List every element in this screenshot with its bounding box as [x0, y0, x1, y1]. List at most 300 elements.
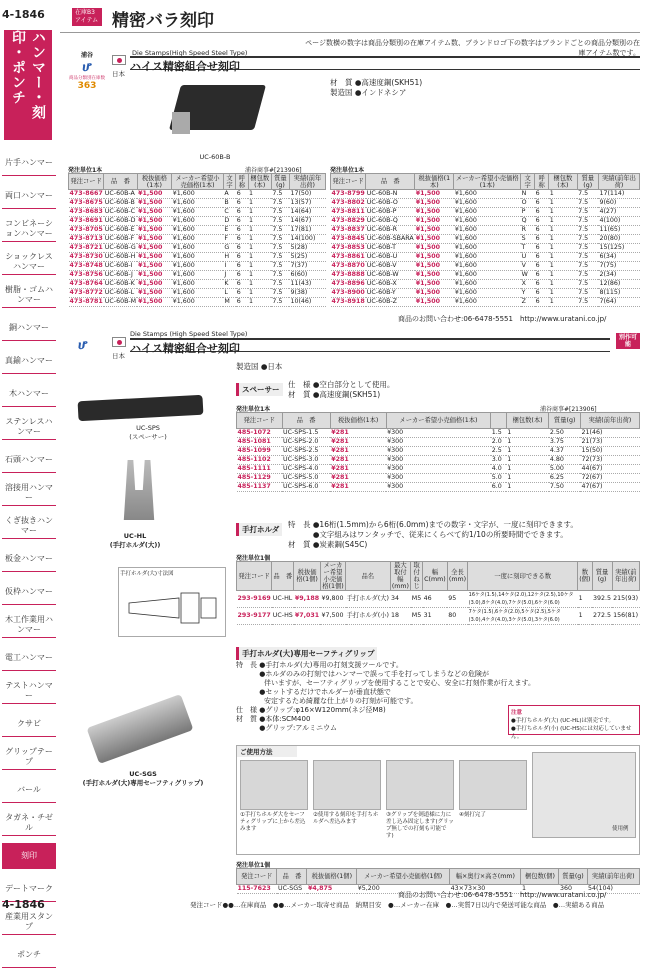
holder-caption: UC-HL (手打ホルダ(大))	[109, 532, 161, 549]
sidebar-tab[interactable]: バール	[2, 777, 56, 803]
table-cell: 1	[506, 483, 549, 492]
table-cell: 7.5	[271, 199, 289, 208]
table-cell: 7.5	[577, 199, 598, 208]
table-cell: 1	[578, 591, 592, 608]
table-header	[491, 413, 506, 429]
table-cell: ¥1,500	[415, 226, 454, 235]
table-header: 幅×奥行×高さ(mm)	[450, 869, 521, 885]
stamp-table-right	[330, 173, 640, 307]
grip-spec-line: 特 長 ●手打ホルダ(大)専用の打刻支援ツールです。	[236, 661, 403, 669]
table-cell: ¥300	[386, 465, 491, 474]
table-header: 文字	[521, 174, 535, 190]
table-cell: 16ケタ(1.5),14ケタ(2.0),12ケタ(2.5),10ケタ(3.0),8ケタ(4.0),7ケタ(5.0),6ケタ(6.0)	[468, 591, 578, 608]
table-cell: 1	[248, 217, 271, 226]
table-cell: 1	[248, 253, 271, 262]
table-cell: UC-60B-G	[104, 244, 136, 251]
table-cell: 6	[236, 271, 248, 280]
table-header: 質量(g)	[592, 562, 612, 591]
usage-title: ご使用方法	[237, 746, 297, 757]
spec-origin: 製造国 ●インドネシア	[330, 88, 407, 97]
stamp-tip-image	[172, 112, 190, 134]
brand-count: 363	[77, 81, 97, 91]
table-cell: 6	[236, 289, 248, 298]
sidebar-tab[interactable]: 木ハンマー	[2, 381, 56, 407]
table-header: 一度に刻印できる数	[468, 562, 578, 591]
table-cell: P	[521, 208, 535, 217]
table-cell: J	[223, 271, 235, 280]
usage-step-1: ①手打ちホルダ大をセーフティグリップに上から差込みます	[240, 812, 306, 832]
contact-footer-2: 商品のお問い合わせ:06-6478-5551 http://www.uratani.co.jp/	[398, 891, 607, 899]
table-cell[interactable]: 485-1137	[237, 483, 283, 492]
table-cell[interactable]: 473-8918	[331, 298, 365, 305]
table-cell: 6	[535, 244, 549, 253]
sidebar-tab[interactable]: 仮枠ハンマー	[2, 579, 56, 605]
spacer-row	[237, 456, 640, 465]
table-cell[interactable]: 473-8896	[331, 280, 365, 287]
table-cell: UC-60B-SBARA	[366, 235, 414, 242]
sidebar-tab[interactable]: コンビネーションハンマー	[2, 216, 56, 242]
header-divider	[60, 32, 640, 33]
spec-material: 材 質 ●高速度鋼(SKH51)	[330, 78, 423, 87]
table-cell: UC-60B-O	[366, 199, 415, 208]
table-cell: UC-60B-W	[366, 271, 415, 280]
table-cell: ¥1,600	[172, 208, 224, 217]
table-cell: 1	[549, 280, 577, 289]
table-header: 発注コード	[237, 562, 272, 591]
stamp-row	[69, 244, 326, 253]
section1-specs	[330, 78, 422, 98]
table-cell[interactable]: 485-1099	[237, 447, 283, 456]
table-cell[interactable]: 473-8853	[331, 244, 365, 251]
table-cell: 6	[535, 226, 549, 235]
holder-spec-1: 特 長 ●16桁(1.5mm)から6桁(6.0mm)までの数字・文字が、一度に刻印できます。	[288, 520, 578, 529]
sidebar-tab[interactable]: ステンレスハンマー	[2, 414, 56, 440]
stamp-row	[69, 199, 326, 208]
table-cell: ¥300	[386, 456, 491, 465]
table-cell: ¥281	[330, 429, 386, 438]
grip-caption: UC-SGS (手打ホルダ(大)専用セーフティグリップ)	[82, 770, 204, 787]
table-header: 実績(前年出荷)	[580, 413, 639, 429]
table-cell: ¥1,600	[172, 217, 224, 226]
spacer-row	[237, 438, 640, 447]
spacer-unit: 発注単位1本	[236, 406, 271, 413]
table-cell: 17(81)	[289, 226, 325, 235]
table-cell[interactable]: 473-8799	[331, 190, 365, 197]
sidebar-tab[interactable]: 真鍮ハンマー	[2, 348, 56, 374]
table-cell: ¥1,600	[454, 262, 521, 271]
usage-example-label: 使用例	[612, 826, 629, 832]
sidebar-tab[interactable]: 産業用スタンプ	[2, 909, 56, 935]
table-cell: 1	[549, 190, 577, 199]
table-cell: 46	[423, 591, 448, 608]
spacer-heading: スペーサー	[236, 383, 283, 396]
table-header: 品名	[346, 562, 390, 591]
die-stamps-label-2: Die Stamps (High Speed Steel Type)	[130, 330, 248, 338]
contact-footer-1: 商品のお問い合わせ:06-6478-5551 http://www.uratani.co.jp/	[398, 315, 607, 323]
country-label: 日本	[112, 70, 125, 78]
table-cell[interactable]: 473-8764	[69, 280, 103, 287]
table-header: 品 番	[366, 174, 415, 190]
table-cell: K	[223, 280, 235, 289]
table-cell: 6	[236, 226, 248, 235]
table-cell: ¥9,800	[320, 591, 345, 608]
table-cell[interactable]: 473-8781	[69, 298, 103, 305]
table-cell[interactable]: 115-7623	[237, 885, 277, 894]
table-cell: 4.37	[549, 447, 581, 456]
caution-title: 注意	[511, 710, 523, 716]
table-cell[interactable]: 293-9169	[237, 591, 272, 608]
table-header: 税抜価格(1本)	[330, 413, 386, 429]
sidebar-tab[interactable]: 銅ハンマー	[2, 315, 56, 341]
table-cell: 6.0	[491, 483, 506, 492]
stock-tag: 在庫B3アイテム	[72, 8, 102, 26]
table-cell: 6	[535, 298, 549, 307]
table-cell: ¥1,600	[454, 280, 521, 289]
table-cell[interactable]: 485-1102	[237, 456, 283, 465]
table-cell: 7.5	[271, 208, 289, 217]
table-cell: 3.0	[491, 456, 506, 465]
table-cell: 7.5	[577, 235, 598, 244]
table-cell: 54(104)	[587, 885, 639, 894]
table-header: 実績(前年出荷)	[289, 174, 325, 190]
table-header: 品 番	[104, 174, 137, 190]
sidebar-tab[interactable]: 刻印	[2, 843, 56, 869]
stamp-row	[69, 271, 326, 280]
table-cell: 15(125)	[598, 244, 639, 253]
spacer-row	[237, 474, 640, 483]
spacer-row	[237, 447, 640, 456]
table-cell: ¥1,600	[172, 298, 224, 307]
sidebar-tab[interactable]: 樹脂・ゴムハンマー	[2, 282, 56, 308]
table-cell: 20(80)	[598, 235, 639, 244]
caution-box	[508, 705, 640, 740]
table-cell[interactable]: 473-8730	[69, 253, 103, 260]
table-cell: ¥1,600	[454, 289, 521, 298]
spacer-row	[237, 429, 640, 438]
sidebar-tab[interactable]: ショックレスハンマー	[2, 249, 56, 275]
sidebar-tab[interactable]: 板金ハンマー	[2, 546, 56, 572]
table-cell: ¥1,500	[415, 262, 454, 271]
stamp-row	[331, 289, 640, 298]
table-cell: UC-60B-K	[104, 280, 137, 289]
table-cell: 7.50	[549, 483, 581, 492]
table-cell: 6	[236, 253, 248, 262]
table-cell: ¥1,600	[172, 271, 224, 280]
unit-label-right: 発注単位1本	[330, 167, 365, 174]
table-cell[interactable]: 473-8675	[69, 199, 103, 206]
unit-label-left: 発注単位1本	[68, 167, 103, 174]
table-cell: ¥1,500	[415, 235, 454, 244]
table-cell: V	[521, 262, 535, 271]
stamp-row	[331, 253, 640, 262]
table-cell: UC-SPS-2.0	[282, 438, 330, 447]
table-cell: U	[521, 253, 535, 262]
stamp-row	[69, 253, 326, 262]
table-cell: 7.5	[271, 190, 289, 199]
table-cell: ¥1,500	[415, 244, 454, 253]
table-cell: 1	[549, 217, 577, 226]
table-cell[interactable]: 473-8721	[69, 244, 103, 251]
table-cell: 1	[248, 190, 271, 199]
table-cell[interactable]: 485-1129	[237, 474, 283, 483]
table-cell: 7.5	[577, 253, 598, 262]
table-cell: ¥1,500	[137, 190, 172, 199]
table-cell: UC-60B-J	[104, 271, 137, 280]
table-cell[interactable]: 473-8713	[69, 235, 103, 242]
table-cell: 18	[390, 608, 411, 625]
sidebar	[0, 0, 60, 959]
caution-note-2: ●手打ちホルダ(小) (UC-HS)には対応していません。	[511, 726, 632, 740]
table-cell: ¥1,500	[137, 280, 172, 289]
table-cell: 1	[549, 253, 577, 262]
table-cell[interactable]: 485-1081	[237, 438, 283, 447]
category-band: ハンマー・刻印・ポンチ	[4, 30, 52, 140]
table-cell: ¥1,500	[137, 199, 172, 208]
table-cell: UC-SPS-1.5	[282, 429, 330, 438]
table-cell: ¥1,500	[415, 217, 454, 226]
sidebar-tab[interactable]: クサビ	[2, 711, 56, 737]
table-header: 呼称	[236, 174, 248, 190]
table-header: 発注コード	[331, 174, 366, 190]
table-cell: ¥1,500	[137, 289, 172, 298]
stamp-row	[331, 208, 640, 217]
table-cell[interactable]: 473-8811	[331, 208, 365, 215]
table-cell: UC-60B-D	[104, 217, 136, 224]
table-cell: UC-60B-I	[104, 262, 137, 271]
table-cell: 6	[535, 262, 549, 271]
table-cell: UC-SPS-2.5	[282, 447, 330, 456]
table-header: 文字	[223, 174, 235, 190]
table-cell: 2.50	[549, 429, 581, 438]
table-header: 実績(前年出荷)	[612, 562, 639, 591]
table-cell[interactable]: 473-8870	[331, 262, 365, 269]
table-cell[interactable]: 473-8772	[69, 289, 103, 296]
table-cell: 6	[236, 208, 248, 217]
holder-spec-3: 材 質 ●炭素鋼(S45C)	[288, 540, 368, 549]
page-title: 精密バラ刻印	[112, 11, 214, 31]
table-cell[interactable]: 473-8861	[331, 253, 365, 260]
table-cell: 1	[549, 244, 577, 253]
sidebar-tab[interactable]: 石頭ハンマー	[2, 447, 56, 473]
table-cell: 9(38)	[289, 289, 325, 298]
table-cell: 1	[248, 262, 271, 271]
table-header: 呼称	[535, 174, 549, 190]
table-cell: 11(65)	[598, 226, 639, 235]
usage-photo-1	[240, 760, 308, 810]
table-cell[interactable]: 473-8748	[69, 262, 103, 269]
table-cell: ¥300	[386, 483, 491, 492]
table-cell[interactable]: 473-8900	[331, 289, 365, 296]
table-cell: ¥1,500	[415, 289, 454, 298]
table-cell: Y	[521, 289, 535, 298]
table-cell: ¥281	[330, 465, 386, 474]
table-header: 質量(g)	[271, 174, 289, 190]
table-cell[interactable]: 473-8756	[69, 271, 103, 278]
table-header: 実績(前年出荷)	[587, 869, 639, 885]
table-cell[interactable]: 473-8667	[69, 190, 103, 197]
table-cell: UC-60B-Y	[366, 289, 415, 298]
table-cell: 1	[506, 429, 549, 438]
table-cell: UC-SPS-4.0	[282, 465, 330, 474]
usage-step-2: ②使用する刻印を手打ちホルダへ差込みます	[313, 812, 379, 825]
stamp-row	[69, 280, 326, 289]
brand-logo-icon: ሆ	[82, 59, 92, 75]
table-cell: 手打ホルダ(小)	[346, 608, 390, 625]
table-cell: 21(46)	[580, 429, 639, 438]
table-cell: UC-60B-U	[366, 253, 415, 262]
sidebar-tab[interactable]: 電工ハンマー	[2, 645, 56, 671]
table-cell: 6	[535, 253, 549, 262]
table-cell: 272.5	[592, 608, 612, 625]
table-cell: ¥1,600	[454, 235, 521, 244]
table-cell: ¥1,500	[415, 208, 454, 217]
table-cell: G	[223, 244, 235, 253]
table-cell: ¥1,600	[454, 244, 521, 253]
jan-label: 浦谷商事#[213906]	[245, 167, 302, 174]
table-cell: 15(50)	[580, 447, 639, 456]
table-header: 質量(g)	[549, 413, 581, 429]
sidebar-tab[interactable]: 片手ハンマー	[2, 150, 56, 176]
table-cell: 1	[506, 456, 549, 465]
stamp-row	[69, 289, 326, 298]
table-cell: 17(50)	[289, 190, 325, 199]
table-cell[interactable]: 473-8802	[331, 199, 365, 206]
table-cell: 6	[535, 190, 549, 199]
table-cell: ¥1,600	[172, 226, 224, 235]
table-cell: 7.5	[577, 262, 598, 271]
table-cell: 80	[447, 608, 467, 625]
die-stamps-label: Die Stamps(High Speed Steel Type)	[132, 49, 248, 57]
table-cell: ¥1,500	[415, 190, 454, 199]
sidebar-tab[interactable]: グリップテープ	[2, 744, 56, 770]
brand-logo	[68, 50, 106, 91]
table-cell: 1	[506, 438, 549, 447]
table-cell: 1	[248, 280, 271, 289]
table-cell: UC-60B-A	[104, 190, 137, 199]
table-cell: 7ケタ(1.5),6ケタ(2.0),5ケタ(2.5),5ケタ(3.0),4ケタ(4.0),3ケタ(5.0),3ケタ(6.0)	[468, 608, 578, 625]
table-cell: UC-60B-N	[366, 190, 415, 199]
spacer-specs	[288, 380, 394, 400]
table-cell[interactable]: 485-1111	[237, 465, 283, 474]
table-cell[interactable]: 473-8683	[69, 208, 103, 215]
table-cell: 43×73×30	[450, 885, 521, 894]
table-cell: UC-HL	[272, 591, 294, 608]
table-cell: 11(43)	[289, 280, 325, 289]
legend-bar: 発注コード●●…在庫商品 ●●…メーカー取寄せ商品 納期目安 ●…メーカー在庫 ●…実質7日以内で発送可能な商品 ●…実績ある商品	[190, 901, 605, 909]
table-cell: ¥281	[330, 438, 386, 447]
table-cell: 6	[236, 262, 248, 271]
sidebar-tab[interactable]: 溶接用ハンマー	[2, 480, 56, 506]
table-cell: 6	[236, 235, 248, 244]
table-cell: 2.5	[491, 447, 506, 456]
table-cell: 6	[535, 217, 549, 226]
table-cell: 6	[236, 280, 248, 289]
table-header: 質量(g)	[577, 174, 598, 190]
stamp-row	[331, 244, 640, 253]
table-cell: C	[223, 208, 235, 217]
table-cell: UC-60B-F	[104, 235, 137, 244]
sidebar-tab[interactable]: タガネ・チゼル	[2, 810, 56, 836]
table-cell: UC-SGS	[277, 885, 307, 894]
table-cell: UC-60B-M	[104, 298, 137, 305]
table-header: 発注コード	[237, 869, 277, 885]
table-cell: A	[223, 190, 235, 199]
table-cell: 7.5	[577, 208, 598, 217]
table-cell[interactable]: 473-8829	[331, 217, 365, 224]
usage-photo-3	[386, 760, 454, 810]
table-cell: 72(67)	[580, 474, 639, 483]
page-number-bottom: 4-1846	[2, 898, 45, 911]
table-header: メーカー希望小売価格(1本)	[455, 174, 519, 189]
table-cell: S	[521, 235, 535, 244]
sidebar-tab[interactable]: 両口ハンマー	[2, 183, 56, 209]
table-cell: 7.5	[577, 190, 598, 199]
sidebar-tab[interactable]: 木工作業用ハンマー	[2, 612, 56, 638]
table-cell[interactable]: 473-8888	[331, 271, 365, 278]
table-cell: 4.80	[549, 456, 581, 465]
table-cell: 7.5	[271, 262, 289, 271]
table-cell: ¥5,200	[357, 885, 450, 894]
spacer-caption: UC-SPS (スペーサー)	[129, 424, 167, 441]
table-cell: UC-SPS-5.0	[282, 474, 330, 483]
table-cell: 13(57)	[289, 199, 325, 208]
table-cell: ¥1,500	[137, 217, 172, 226]
table-cell[interactable]: 293-9177	[237, 608, 272, 625]
table-cell: 5.00	[549, 465, 581, 474]
table-cell: H	[223, 253, 235, 262]
japan-flag-icon	[112, 55, 126, 65]
table-cell: 1	[549, 262, 577, 271]
table-header: 税抜価格(1個)	[294, 562, 321, 591]
table-cell: ¥1,600	[454, 208, 521, 217]
table-cell: 14(67)	[289, 217, 325, 226]
table-cell[interactable]: 473-8837	[331, 226, 365, 233]
table-cell: 1	[549, 208, 577, 217]
table-cell: 1	[578, 608, 592, 625]
table-cell: 7.5	[577, 271, 598, 280]
sidebar-tab[interactable]: くぎ抜きハンマー	[2, 513, 56, 539]
table-cell: ¥1,600	[172, 199, 224, 208]
table-cell: 7.5	[271, 253, 289, 262]
table-cell: 360	[559, 885, 587, 894]
table-cell[interactable]: 485-1072	[237, 429, 283, 438]
japan-flag-icon-2	[112, 337, 126, 347]
table-cell: 6	[535, 199, 549, 208]
sidebar-tab[interactable]: デートマーク	[2, 876, 56, 902]
sidebar-tab[interactable]: ポンチ	[2, 942, 56, 968]
grip-spec-line: ●グリップ:アルミニウム	[236, 724, 338, 732]
table-cell: ¥1,600	[454, 298, 521, 307]
table-cell: M	[223, 298, 235, 307]
stamp-row	[69, 298, 326, 307]
table-cell: ¥4,875	[307, 885, 357, 894]
table-cell: 7.5	[271, 226, 289, 235]
table-header: 品 番	[272, 562, 294, 591]
stamp-row	[331, 298, 640, 307]
table-cell: ¥281	[330, 447, 386, 456]
table-cell: 7(75)	[598, 262, 639, 271]
stamp-row	[331, 190, 640, 199]
brand-name: 浦谷	[80, 52, 93, 59]
sidebar-tab[interactable]: テストハンマー	[2, 678, 56, 704]
table-cell[interactable]: 473-8845	[331, 235, 365, 242]
table-cell: 6(34)	[598, 253, 639, 262]
table-cell[interactable]: 473-8705	[69, 226, 103, 233]
table-cell: 31	[423, 608, 448, 625]
table-header: 梱包数(本)	[549, 174, 577, 190]
table-header: 幅C(mm)	[423, 562, 448, 591]
table-cell[interactable]: 473-8691	[69, 217, 103, 224]
